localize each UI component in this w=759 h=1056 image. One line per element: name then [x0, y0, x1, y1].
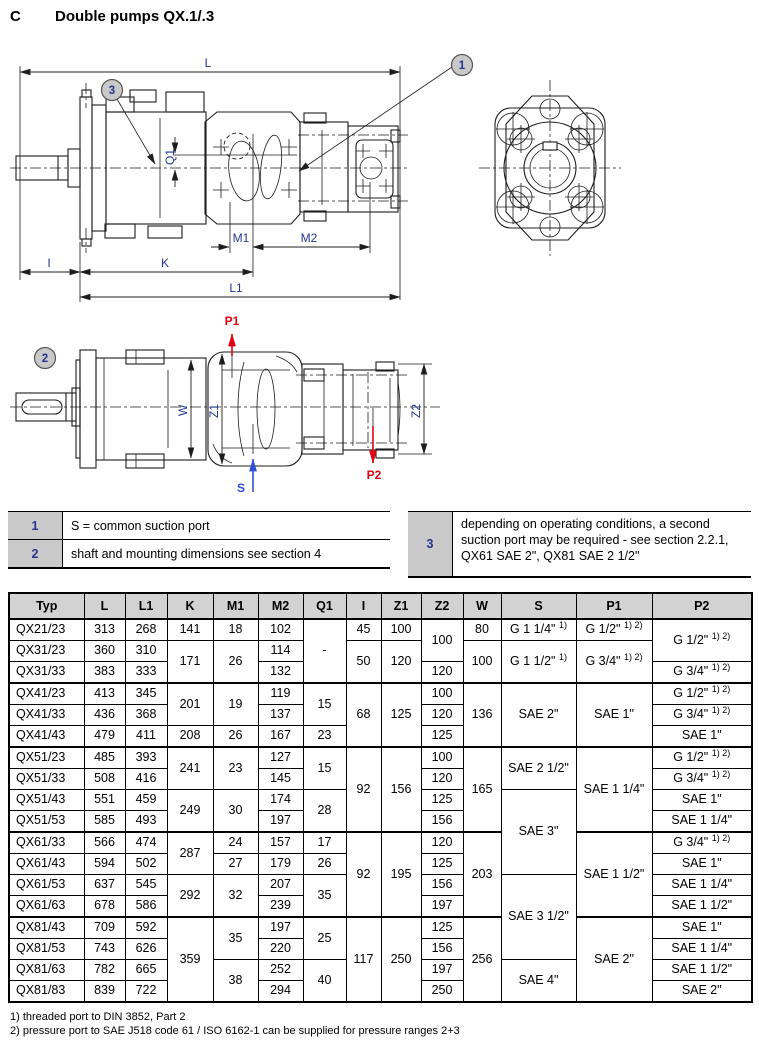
dimension-cell: 120: [421, 769, 463, 790]
dimension-cell: 294: [258, 981, 303, 1003]
dimension-cell: SAE 1 1/2": [576, 832, 652, 917]
dimension-cell: 120: [421, 832, 463, 854]
dimension-cell: SAE 4": [501, 960, 576, 1003]
callout-1-number: 1: [458, 60, 466, 72]
dimension-cell: 256: [463, 917, 501, 1002]
column-header-l1: L1: [125, 593, 167, 619]
dimension-cell: SAE 2": [652, 981, 752, 1003]
dimension-cell: SAE 1 1/4": [652, 811, 752, 833]
port-label-P2: P2: [366, 468, 382, 482]
dimension-cell: 250: [421, 981, 463, 1003]
dimensions: [20, 56, 400, 302]
dimension-cell: 145: [258, 769, 303, 790]
dimension-cell: 333: [125, 662, 167, 684]
dimension-cell: SAE 1 1/2": [652, 960, 752, 981]
dimension-cell: 493: [125, 811, 167, 833]
dimension-cell: 120: [421, 662, 463, 684]
footnote-2: 2) pressure port to SAE J518 code 61 / ISO 6162-1 can be supplied for pressure ranges 2+3: [10, 1025, 460, 1037]
dimension-cell: 171: [167, 641, 213, 684]
dimension-cell: 17: [303, 832, 346, 854]
callout-3: [102, 80, 156, 165]
pump-type-cell: QX51/53: [9, 811, 84, 833]
column-header-l: L: [84, 593, 125, 619]
dimension-cell: 26: [213, 641, 258, 684]
dimension-cell: G 1/2" $^{1) 2)}$: [652, 683, 752, 705]
dimension-cell: 637: [84, 875, 125, 896]
dimension-cell: 722: [125, 981, 167, 1003]
dimension-cell: 18: [213, 619, 258, 641]
dimension-cell: 45: [346, 619, 381, 641]
dim-label-Z1: Z1: [207, 403, 221, 418]
pump-type-cell: QX31/33: [9, 662, 84, 684]
dimension-cell: 92: [346, 747, 381, 832]
dimension-cell: 141: [167, 619, 213, 641]
dimension-cell: 592: [125, 917, 167, 939]
column-header-s: S: [501, 593, 576, 619]
dimension-cell: 566: [84, 832, 125, 854]
dimension-cell: 551: [84, 790, 125, 811]
pump-type-cell: QX61/33: [9, 832, 84, 854]
pump-type-cell: QX41/33: [9, 705, 84, 726]
dimension-cell: 839: [84, 981, 125, 1003]
dimension-cell: 19: [213, 683, 258, 726]
dim-label-K: K: [160, 256, 170, 270]
dim-label-Z2: Z2: [409, 403, 423, 418]
table-row: [9, 917, 752, 939]
callout-2-number: 2: [41, 353, 49, 365]
note-3-number: 3: [408, 512, 453, 576]
dimension-cell: 125: [421, 790, 463, 811]
pump-type-cell: QX61/53: [9, 875, 84, 896]
dimension-cell: 120: [421, 705, 463, 726]
dimension-cell: SAE 3": [501, 790, 576, 875]
dimension-cell: 100: [421, 683, 463, 705]
dimension-cell: 250: [381, 917, 421, 1002]
column-header-k: K: [167, 593, 213, 619]
dimension-cell: G 1/2" $^{1) 2)}$: [576, 619, 652, 641]
column-header-z1: Z1: [381, 593, 421, 619]
dim-label-L1: L1: [229, 281, 243, 295]
column-header-p2: P2: [652, 593, 752, 619]
dimension-cell: 207: [258, 875, 303, 896]
dimension-cell: 100: [421, 619, 463, 662]
dimension-cell: G 1 1/4" $^{1)}$: [501, 619, 576, 641]
note-2: [8, 539, 390, 569]
dimension-cell: 359: [167, 917, 213, 1002]
dimension-cell: 26: [213, 726, 258, 748]
dimension-cell: 436: [84, 705, 125, 726]
dimension-table: [8, 592, 753, 1003]
end-cover: [343, 362, 400, 458]
callout-2: [35, 348, 56, 369]
dimension-cell: 35: [213, 917, 258, 960]
side-view-drawing: [8, 50, 753, 312]
dimension-cell: G 1/2" $^{1) 2)}$: [652, 747, 752, 769]
dimension-cell: 26: [303, 854, 346, 875]
dimension-cell: SAE 2 1/2": [501, 747, 576, 790]
dimension-cell: 27: [213, 854, 258, 875]
dimension-cell: 125: [421, 854, 463, 875]
dimension-cell: 665: [125, 960, 167, 981]
note-2-text: shaft and mounting dimensions see section 4: [71, 546, 322, 561]
dimension-cell: -: [303, 619, 346, 683]
footnote-1: 1) threaded port to DIN 3852, Part 2: [10, 1011, 186, 1023]
notes-right: [408, 511, 751, 578]
dimension-cell: 100: [463, 641, 501, 684]
pump-type-cell: QX81/63: [9, 960, 84, 981]
port-arrows: [225, 314, 382, 495]
dimension-cell: SAE 1 1/2": [652, 896, 752, 918]
dimension-cell: 678: [84, 896, 125, 918]
dimension-cell: 137: [258, 705, 303, 726]
mounting-flange: [76, 350, 96, 468]
dimension-cell: 156: [381, 747, 421, 832]
dimension-cell: 310: [125, 641, 167, 662]
dimension-cell: 114: [258, 641, 303, 662]
end-cover: [298, 126, 408, 212]
dimension-cell: 132: [258, 662, 303, 684]
dimension-cell: 360: [84, 641, 125, 662]
dimension-cell: SAE 1 1/4": [652, 939, 752, 960]
dimension-cell: 35: [303, 875, 346, 918]
dimension-cell: 92: [346, 832, 381, 917]
dim-label-I: I: [47, 256, 51, 270]
dimension-cell: 545: [125, 875, 167, 896]
pump-type-cell: QX51/23: [9, 747, 84, 769]
table-row: [9, 747, 752, 769]
pump-type-cell: QX41/23: [9, 683, 84, 705]
dimension-cell: 136: [463, 683, 501, 747]
dimension-cell: 117: [346, 917, 381, 1002]
dimension-cell: G 3/4" $^{1) 2)}$: [652, 769, 752, 790]
dimension-cell: SAE 1 1/4": [652, 875, 752, 896]
dimension-cell: 195: [381, 832, 421, 917]
table-row: [9, 832, 752, 854]
dimension-cell: 459: [125, 790, 167, 811]
dimension-cell: 15: [303, 683, 346, 726]
dimension-cell: 383: [84, 662, 125, 684]
dimension-cell: 156: [421, 811, 463, 833]
dimension-cell: SAE 3 1/2": [501, 875, 576, 960]
pump-type-cell: QX51/43: [9, 790, 84, 811]
column-header-q1: Q1: [303, 593, 346, 619]
dimension-cell: 287: [167, 832, 213, 875]
dimension-cell: 268: [125, 619, 167, 641]
page-title: Double pumps QX.1/.3: [55, 8, 215, 25]
dimension-cell: 179: [258, 854, 303, 875]
note-1-text: S = common suction port: [71, 518, 210, 533]
dimension-cell: 585: [84, 811, 125, 833]
dimension-cell: 25: [303, 917, 346, 960]
dimension-cell: 50: [346, 641, 381, 684]
dimension-cell: 220: [258, 939, 303, 960]
pump-housing-2: [300, 113, 348, 221]
dimension-cell: 345: [125, 683, 167, 705]
dimension-cell: 782: [84, 960, 125, 981]
dimension-cell: 156: [421, 939, 463, 960]
pump-type-cell: QX31/23: [9, 641, 84, 662]
dimension-cell: 174: [258, 790, 303, 811]
dimension-cell: SAE 1": [652, 854, 752, 875]
column-header-i: I: [346, 593, 381, 619]
dimension-cell: 157: [258, 832, 303, 854]
table-row: [9, 619, 752, 641]
dimension-cell: SAE 2": [501, 683, 576, 747]
dimension-cell: 197: [258, 811, 303, 833]
pump-housing-1: [92, 90, 206, 238]
dimension-cell: 30: [213, 790, 258, 833]
dimension-cell: 80: [463, 619, 501, 641]
dimension-cell: 249: [167, 790, 213, 833]
dimension-cell: 102: [258, 619, 303, 641]
pump-type-cell: QX51/33: [9, 769, 84, 790]
dimension-cell: 125: [421, 726, 463, 748]
dimension-cell: 743: [84, 939, 125, 960]
dimension-cell: 38: [213, 960, 258, 1003]
dimension-cell: 23: [303, 726, 346, 748]
column-header-typ: Typ: [9, 593, 84, 619]
dim-label-M2: M2: [300, 231, 318, 245]
dimension-cell: 127: [258, 747, 303, 769]
dimension-cell: 485: [84, 747, 125, 769]
note-1-number: 1: [8, 512, 63, 539]
top-view-drawing: [8, 312, 753, 507]
dimension-cell: 23: [213, 747, 258, 790]
dimension-cell: SAE 1": [652, 726, 752, 748]
notes-left: [8, 511, 390, 569]
dimension-cell: 32: [213, 875, 258, 918]
dimension-cell: 502: [125, 854, 167, 875]
dimension-cell: 40: [303, 960, 346, 1003]
dimension-cell: 203: [463, 832, 501, 917]
dimension-cell: 197: [258, 917, 303, 939]
table-header-row: [9, 593, 752, 619]
dimension-cell: 24: [213, 832, 258, 854]
dimension-cell: G 1/2" $^{1) 2)}$: [652, 619, 752, 662]
port-label-P1: P1: [224, 314, 240, 328]
dimension-cell: SAE 2": [576, 917, 652, 1002]
pump-type-cell: QX81/83: [9, 981, 84, 1003]
note-1: [8, 511, 390, 539]
column-header-z2: Z2: [421, 593, 463, 619]
dimension-cell: 125: [421, 917, 463, 939]
dim-label-Q1: Q1: [163, 148, 177, 165]
pump-type-cell: QX81/43: [9, 917, 84, 939]
dimension-cell: 313: [84, 619, 125, 641]
pump-type-cell: QX61/43: [9, 854, 84, 875]
column-header-m2: M2: [258, 593, 303, 619]
table-row: [9, 641, 752, 662]
dimension-cell: 241: [167, 747, 213, 790]
dimension-cell: 594: [84, 854, 125, 875]
dimension-cell: 474: [125, 832, 167, 854]
note-3-text: depending on operating conditions, a second suction port may be required - see section 2.2.1, QX61 SAE 2", QX81 SAE 2 1/2": [461, 517, 729, 563]
dim-label-M1: M1: [232, 231, 250, 245]
dimension-cell: 393: [125, 747, 167, 769]
dimension-cell: 626: [125, 939, 167, 960]
dimension-cell: 208: [167, 726, 213, 748]
table-row: [9, 683, 752, 705]
dimension-cell: 68: [346, 683, 381, 747]
pump-type-cell: QX81/53: [9, 939, 84, 960]
dimension-cell: 413: [84, 683, 125, 705]
note-3: [408, 511, 751, 578]
dim-label-L: L: [204, 56, 212, 70]
flange-front-view: [479, 80, 621, 256]
dimension-cell: SAE 1": [652, 917, 752, 939]
dimension-cell: 252: [258, 960, 303, 981]
dimension-cell: G 1 1/2" $^{1)}$: [501, 641, 576, 684]
column-header-w: W: [463, 593, 501, 619]
section-letter: C: [10, 8, 21, 25]
column-header-p1: P1: [576, 593, 652, 619]
dimension-cell: 15: [303, 747, 346, 790]
dimension-cell: 119: [258, 683, 303, 705]
dimension-cell: 120: [381, 641, 421, 684]
dimension-cell: 239: [258, 896, 303, 918]
dimension-cell: 201: [167, 683, 213, 726]
dimension-cell: G 3/4" $^{1) 2)}$: [652, 662, 752, 684]
note-2-number: 2: [8, 540, 63, 567]
dimension-cell: SAE 1": [652, 790, 752, 811]
dimension-cell: 479: [84, 726, 125, 748]
column-header-m1: M1: [213, 593, 258, 619]
dimension-cell: SAE 1": [576, 683, 652, 747]
dimension-cell: 709: [84, 917, 125, 939]
pump-type-cell: QX21/23: [9, 619, 84, 641]
dimension-cell: 165: [463, 747, 501, 832]
dimension-cell: SAE 1 1/4": [576, 747, 652, 832]
dimension-cell: 156: [421, 875, 463, 896]
footnotes: [10, 1010, 460, 1038]
dimension-cell: 368: [125, 705, 167, 726]
dimension-cell: 125: [381, 683, 421, 747]
dimension-cell: 416: [125, 769, 167, 790]
dimension-cell: G 3/4" $^{1) 2)}$: [576, 641, 652, 684]
dimension-cell: G 3/4" $^{1) 2)}$: [652, 832, 752, 854]
dimension-cell: 197: [421, 896, 463, 918]
dimension-cell: 411: [125, 726, 167, 748]
dim-label-W: W: [176, 404, 190, 416]
callout-3-number: 3: [108, 85, 116, 97]
dimension-cell: 167: [258, 726, 303, 748]
dimension-cell: G 3/4" $^{1) 2)}$: [652, 705, 752, 726]
pump-type-cell: QX61/63: [9, 896, 84, 918]
pump-type-cell: QX41/43: [9, 726, 84, 748]
dimension-cell: 197: [421, 960, 463, 981]
dimension-cell: 100: [421, 747, 463, 769]
dimension-cell: 28: [303, 790, 346, 833]
dimension-cell: 586: [125, 896, 167, 918]
dimension-cell: 292: [167, 875, 213, 918]
dimension-cell: 100: [381, 619, 421, 641]
port-label-S: S: [236, 481, 246, 495]
dimension-cell: 508: [84, 769, 125, 790]
